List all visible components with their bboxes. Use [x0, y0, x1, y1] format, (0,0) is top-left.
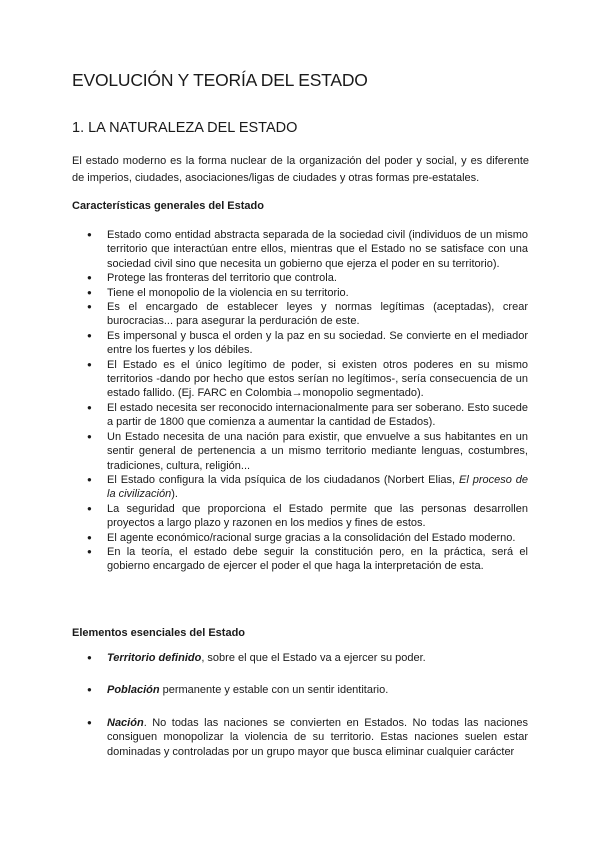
list-item	[107, 716, 528, 759]
document-title: EVOLUCIÓN Y TEORÍA DEL ESTADO	[72, 70, 368, 90]
intro-paragraph: El estado moderno es la forma nuclear de la organización del poder y social, y es diferente de imperios, ciudades, asociaciones/ligas de ciudades y otras formas pre-estatales.	[72, 155, 529, 184]
list-item	[107, 473, 528, 502]
list-item: ● Estado como entidad abstracta separada de la sociedad civil (individuos de un mismo territorio que interactúan entre ellos, mientras que el Estado no se satisface con una sociedad civil sino que necesita un gobierno que ejerza el poder en su territorio).	[107, 228, 528, 271]
list-item: ● El Estado es el único legítimo de poder, si existen otros poderes en su mismo territorios -dando por hecho que estos serían no legítimos-, sería consecuencia de un estado fallido. (Ej. FARC en Colombia→monopolio segmentado).	[107, 358, 528, 401]
book-title: El proceso de la civilización	[107, 473, 529, 501]
bullet-term: Territorio definido	[107, 652, 202, 664]
list-item: ● Es el encargado de establecer leyes y normas legítimas (aceptadas), crear burocracias... para asegurar la perduración de este.	[107, 300, 528, 329]
characteristics-heading: Características generales del Estado	[72, 200, 264, 212]
list-item: ● En la teoría, el estado debe seguir la constitución pero, en la práctica, será el gobierno encargado de ejercer el poder el que haga la interpretación de esta.	[107, 545, 528, 574]
bullet-term: Población	[107, 684, 160, 697]
bullet-text: , sobre el que el Estado va a ejercer su poder.	[201, 652, 426, 664]
bullet-term: Nación	[107, 716, 144, 729]
elements-heading: Elementos esenciales del Estado	[72, 627, 246, 639]
list-item: ● Es impersonal y busca el orden y la paz en su sociedad. Se convierte en el mediador entre los fuertes y los débiles.	[107, 329, 528, 358]
bullet-text: . No todas las naciones se convierten en Estados. No todas las naciones consiguen monopolizar la violencia de su territorio. Estas naciones suelen estar dominadas y controladas por un grupo mayor que busca eliminar cualquier carácter	[107, 716, 528, 758]
list-item: ● Un Estado necesita de una nación para existir, que envuelve a sus habitantes en un sentir general de pertenencia a un mismo territorio mediante lenguas, costumbres, tradiciones, cultura, religión...	[107, 430, 528, 473]
list-item: ● El estado necesita ser reconocido internacionalmente para ser soberano. Esto sucede a partir de 1800 que comienza a aumentar la cantidad de Estados).	[107, 401, 528, 430]
list-item: ● Protege las fronteras del territorio que controla.	[107, 271, 528, 285]
section-heading: 1. LA NATURALEZA DEL ESTADO	[72, 120, 298, 136]
item-text-end: ).	[171, 488, 178, 501]
elements-list	[107, 651, 528, 777]
characteristics-list	[107, 228, 528, 574]
list-item: ● Tiene el monopolio de la violencia en su territorio.	[107, 286, 528, 300]
list-item	[107, 683, 528, 697]
list-item	[107, 651, 528, 665]
item-text: El Estado configura la vida psíquica de los ciudadanos (Norbert Elias,	[107, 473, 459, 486]
bullet-text: permanente y estable con un sentir identitario.	[159, 684, 389, 697]
list-item: ● El agente económico/racional surge gracias a la consolidación del Estado moderno.	[107, 531, 528, 545]
list-item: ● La seguridad que proporciona el Estado permite que las personas desarrollen proyectos a largo plazo y razonen en los medios y fines de estos.	[107, 502, 528, 531]
